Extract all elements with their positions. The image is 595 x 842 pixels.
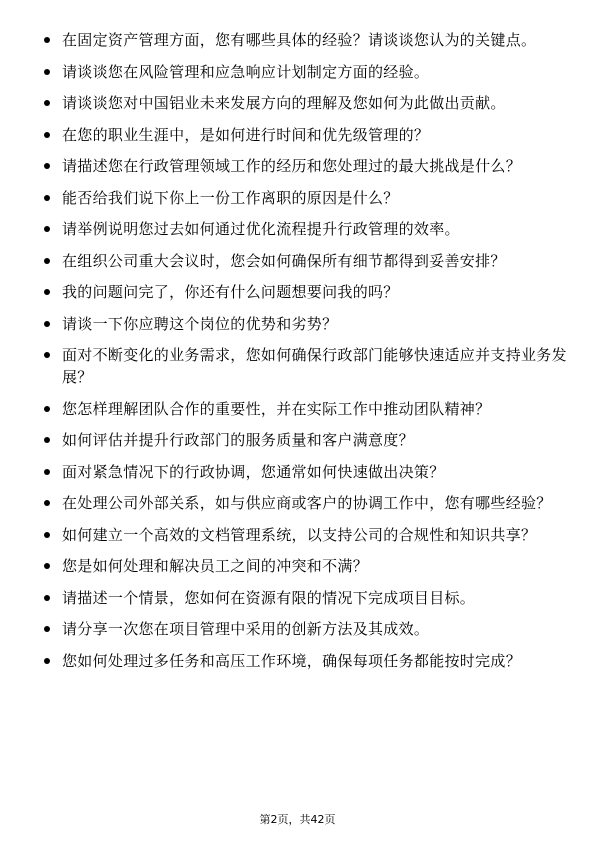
- question-text: 请描述一个情景，您如何在资源有限的情况下完成项目目标。: [62, 588, 476, 607]
- list-item: [0, 281, 595, 303]
- question-text: 请谈一下你应聘这个岗位的优势和劣势？: [62, 314, 338, 333]
- list-item: [0, 61, 595, 83]
- bullet-icon: [44, 321, 50, 327]
- bullet-icon: [44, 132, 50, 138]
- bullet-icon: [44, 500, 50, 506]
- bullet-icon: [44, 532, 50, 538]
- question-text: 如何建立一个高效的文档管理系统，以支持公司的合规性和知识共享？: [62, 525, 537, 544]
- list-item: [0, 492, 595, 514]
- bullet-icon: [44, 226, 50, 232]
- list-item: [0, 218, 595, 240]
- question-text: 能否给我们说下你上一份工作离职的原因是什么？: [62, 188, 399, 207]
- question-text: 我的问题问完了，你还有什么问题想要问我的吗？: [62, 283, 399, 301]
- list-item: [0, 92, 595, 114]
- bullet-icon: [44, 595, 50, 601]
- bullet-icon: [44, 100, 50, 106]
- bullet-icon: [44, 658, 50, 664]
- list-item: [0, 344, 595, 388]
- question-text: 面对不断变化的业务需求，您如何确保行政部门能够快速适应并支持业务发展？: [62, 346, 567, 386]
- question-text: 如何评估并提升行政部门的服务质量和客户满意度？: [62, 431, 414, 449]
- question-text: 请谈谈您对中国铝业未来发展方向的理解及您如何为此做出贡献。: [62, 94, 506, 112]
- bullet-icon: [44, 163, 50, 169]
- list-item: [0, 524, 595, 546]
- question-text: 在您的职业生涯中，是如何进行时间和优先级管理的？: [62, 125, 430, 144]
- question-text: 您如何处理过多任务和高压工作环境，确保每项任务都能按时完成？: [62, 651, 522, 670]
- question-text: 您是如何处理和解决员工之间的冲突和不满？: [62, 557, 369, 575]
- list-item: [0, 461, 595, 483]
- bullet-icon: [44, 195, 50, 201]
- bullet-icon: [44, 406, 50, 412]
- bullet-icon: [44, 258, 50, 264]
- question-list: [0, 29, 595, 681]
- list-item: [0, 429, 595, 451]
- list-item: [0, 29, 595, 51]
- list-item: [0, 587, 595, 609]
- list-item: [0, 313, 595, 335]
- question-text: 在处理公司外部关系，如与供应商或客户的协调工作中，您有哪些经验？: [62, 494, 552, 512]
- list-item: [0, 155, 595, 177]
- list-item: [0, 124, 595, 146]
- question-text: 请举例说明您过去如何通过优化流程提升行政管理的效率。: [62, 220, 460, 238]
- question-text: 在组织公司重大会议时，您会如何确保所有细节都得到妥善安排？: [62, 251, 506, 270]
- question-text: 面对紧急情况下的行政协调，您通常如何快速做出决策？: [62, 462, 445, 481]
- bullet-icon: [44, 37, 50, 43]
- question-text: 您怎样理解团队合作的重要性，并在实际工作中推动团队精神？: [62, 399, 491, 418]
- bullet-icon: [44, 352, 50, 358]
- list-item: [0, 618, 595, 640]
- bullet-icon: [44, 437, 50, 443]
- question-text: 请描述您在行政管理领域工作的经历和您处理过的最大挑战是什么？: [62, 157, 522, 175]
- list-item: [0, 555, 595, 577]
- page-number: 第2页，共42页: [259, 813, 336, 826]
- bullet-icon: [44, 69, 50, 75]
- question-text: 请分享一次您在项目管理中采用的创新方法及其成效。: [62, 620, 430, 638]
- list-item: [0, 398, 595, 420]
- list-item: [0, 187, 595, 209]
- list-item: [0, 250, 595, 272]
- bullet-icon: [44, 626, 50, 632]
- bullet-icon: [44, 469, 50, 475]
- question-text: 在固定资产管理方面，您有哪些具体的经验？请谈谈您认为的关键点。: [62, 31, 537, 49]
- bullet-icon: [44, 289, 50, 295]
- list-item: [0, 650, 595, 672]
- question-text: 请谈谈您在风险管理和应急响应计划制定方面的经验。: [62, 62, 430, 81]
- bullet-icon: [44, 563, 50, 569]
